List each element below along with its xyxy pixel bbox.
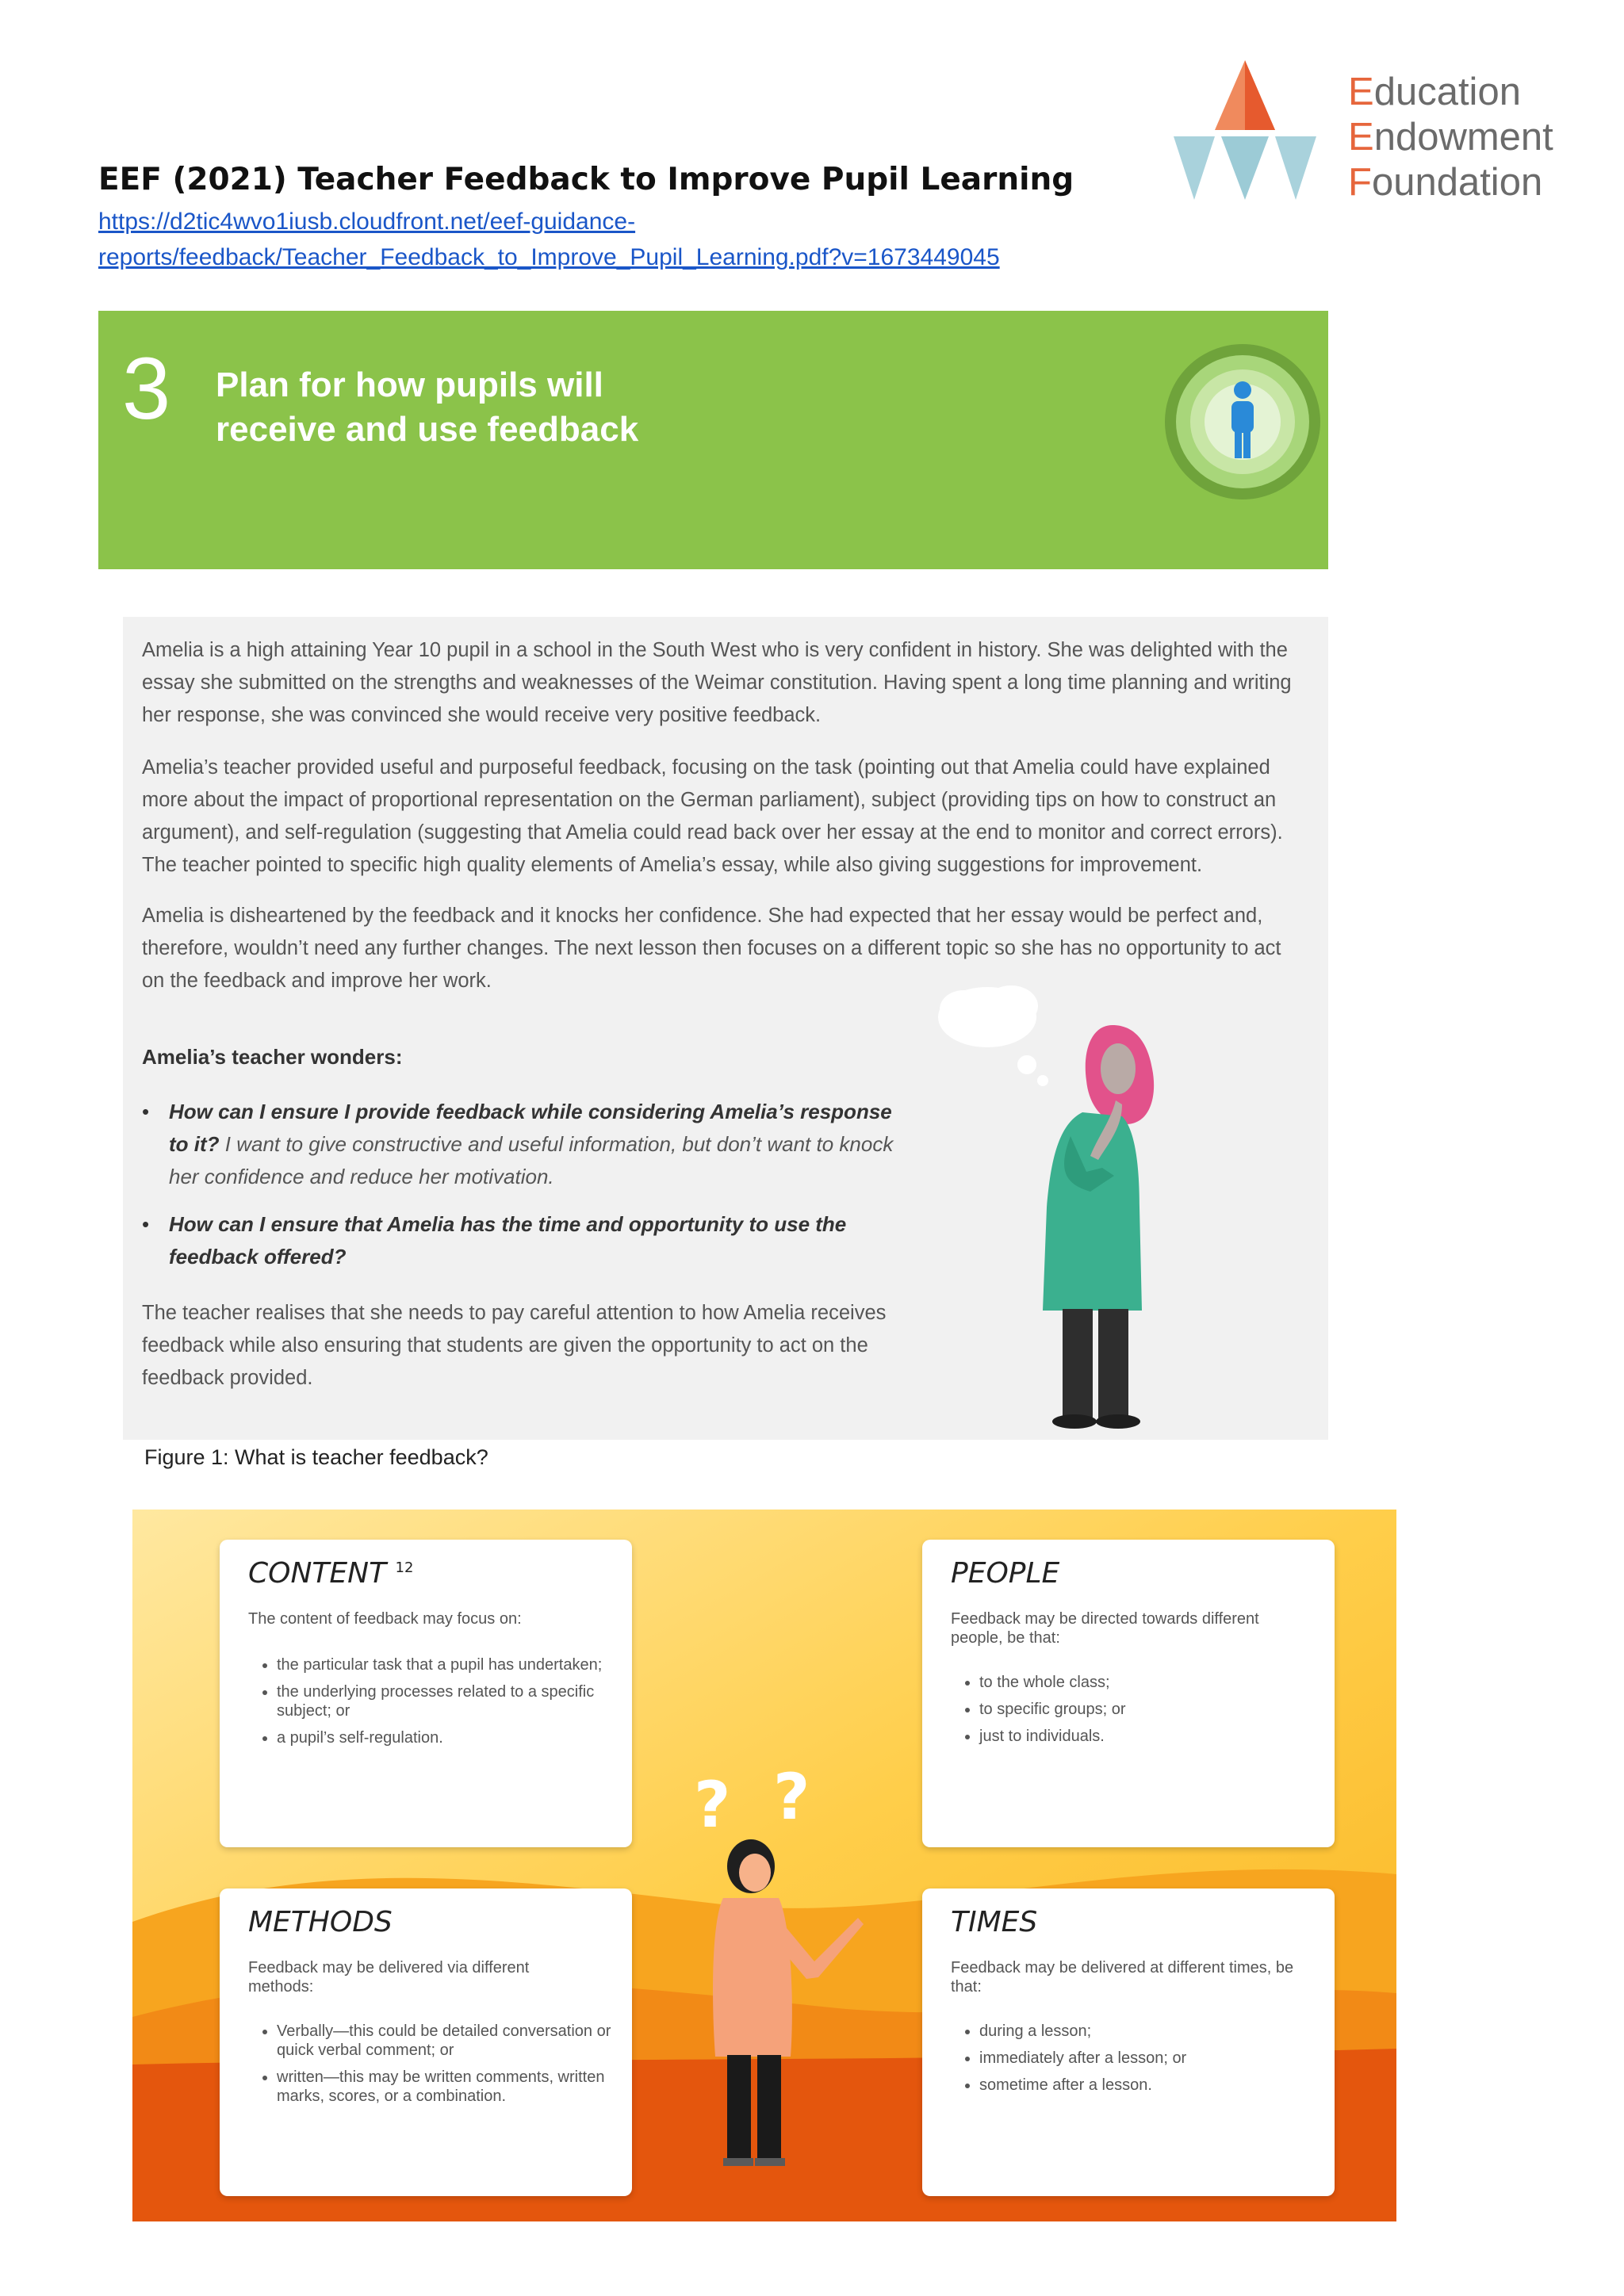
card-title: PEOPLE xyxy=(951,1557,1060,1590)
list-item: • a pupil’s self-regulation. xyxy=(277,1728,642,1747)
eef-logo-text: Education Endowment Foundation xyxy=(1348,71,1553,204)
list-item: • during a lesson; xyxy=(979,2022,1344,2041)
card-intro: Feedback may be directed towards different people, be that: xyxy=(951,1610,1259,1647)
list-item: • sometime after a lesson. xyxy=(979,2076,1344,2095)
question-mark-icon: ? xyxy=(694,1768,731,1842)
card-list xyxy=(248,2022,642,2114)
list-item: • the underlying processes related to a specific subject; or xyxy=(277,1682,642,1720)
list-item: • to specific groups; or xyxy=(979,1700,1344,1719)
section-banner xyxy=(98,311,1328,569)
list-item: • to the whole class; xyxy=(979,1673,1344,1692)
card-intro: Feedback may be delivered at different times, be that: xyxy=(951,1959,1294,1996)
section-number: 3 xyxy=(122,340,171,438)
case-paragraph: The teacher realises that she needs to pay careful attention to how Amelia receives feedback while also ensuring that students are given the opportunity to act on the feedback provided. xyxy=(142,1302,887,1389)
case-paragraph: Amelia is a high attaining Year 10 pupil in a school in the South West who is very confident in history. She was delighted with the essay she submitted on the strengths and weaknesses of the Weimar constitution. Having spent a long time planning and writing her response, she was convinced she would receive very positive feedback. xyxy=(142,639,1292,726)
document-title: EEF (2021) Teacher Feedback to Improve Pupil Learning xyxy=(98,162,1074,197)
list-item: • Verbally—this could be detailed conversation or quick verbal comment; or xyxy=(277,2022,642,2060)
bullet-icon: • xyxy=(142,1212,150,1236)
source-link-line-2[interactable]: reports/feedback/Teacher_Feedback_to_Improve_Pupil_Learning.pdf?v=1673449045 xyxy=(98,244,1000,270)
list-item: • written—this may be written comments, written marks, scores, or a combination. xyxy=(277,2068,642,2106)
questioning-teacher-illustration xyxy=(680,1763,878,2175)
source-link-line-1[interactable]: https://d2tic4wvo1iusb.cloudfront.net/eef-guidance- xyxy=(98,209,636,235)
card-title: CONTENT $^{12}$ xyxy=(248,1557,414,1590)
card-list xyxy=(951,1673,1344,1754)
question-mark-icon: ? xyxy=(773,1763,810,1834)
card-methods xyxy=(220,1888,632,2196)
list-item: • immediately after a lesson; or xyxy=(979,2049,1344,2068)
card-intro: The content of feedback may focus on: xyxy=(248,1610,522,1628)
card-intro: Feedback may be delivered via different methods: xyxy=(248,1959,530,1996)
card-title: METHODS xyxy=(248,1906,393,1938)
case-paragraph: Amelia is disheartened by the feedback and it knocks her confidence. She had expected that her essay would be perfect and, therefore, wouldn’t need any further changes. The next lesson then focuses on a different topic so she has no opportunity to act on the feedback and improve her work. xyxy=(142,905,1281,992)
wonders-heading: Amelia’s teacher wonders: xyxy=(142,1045,403,1069)
teacher-feedback-figure xyxy=(132,1510,1396,2221)
wonder-bullet: • How can I ensure I provide feedback while considering Amelia’s response to it? I want to give constructive and useful information, but don’t want to knock her confidence and reduce her motivation. xyxy=(142,1096,895,1193)
person-icon xyxy=(1163,342,1322,501)
list-item: • just to individuals. xyxy=(979,1727,1344,1746)
list-item: • the particular task that a pupil has undertaken; xyxy=(277,1655,642,1674)
bullet-icon: • xyxy=(142,1100,150,1123)
figure-caption: Figure 1: What is teacher feedback? xyxy=(144,1445,488,1469)
case-paragraph: Amelia’s teacher provided useful and purposeful feedback, focusing on the task (pointing out that Amelia could have explained more about the impact of proportional representation on the German parliament), subject (providing tips on how to construct an argument), and self-regulation (suggesting that Amelia could read back over her essay at the end to monitor and correct errors). The teacher pointed to specific high quality elements of Amelia’s essay, while also giving suggestions for improvement. xyxy=(142,756,1283,876)
card-list xyxy=(248,1655,642,1755)
wonder-bullet: • How can I ensure that Amelia has the time and opportunity to use the feedback offered? xyxy=(142,1208,895,1273)
case-study-box xyxy=(123,617,1328,1440)
section-title: Plan for how pupils will receive and use feedback xyxy=(216,365,639,449)
card-title: TIMES xyxy=(951,1906,1038,1938)
card-content xyxy=(220,1540,632,1847)
card-list xyxy=(951,2022,1344,2103)
card-times xyxy=(922,1888,1335,2196)
thinking-teacher-illustration xyxy=(932,978,1193,1437)
card-people xyxy=(922,1540,1335,1847)
